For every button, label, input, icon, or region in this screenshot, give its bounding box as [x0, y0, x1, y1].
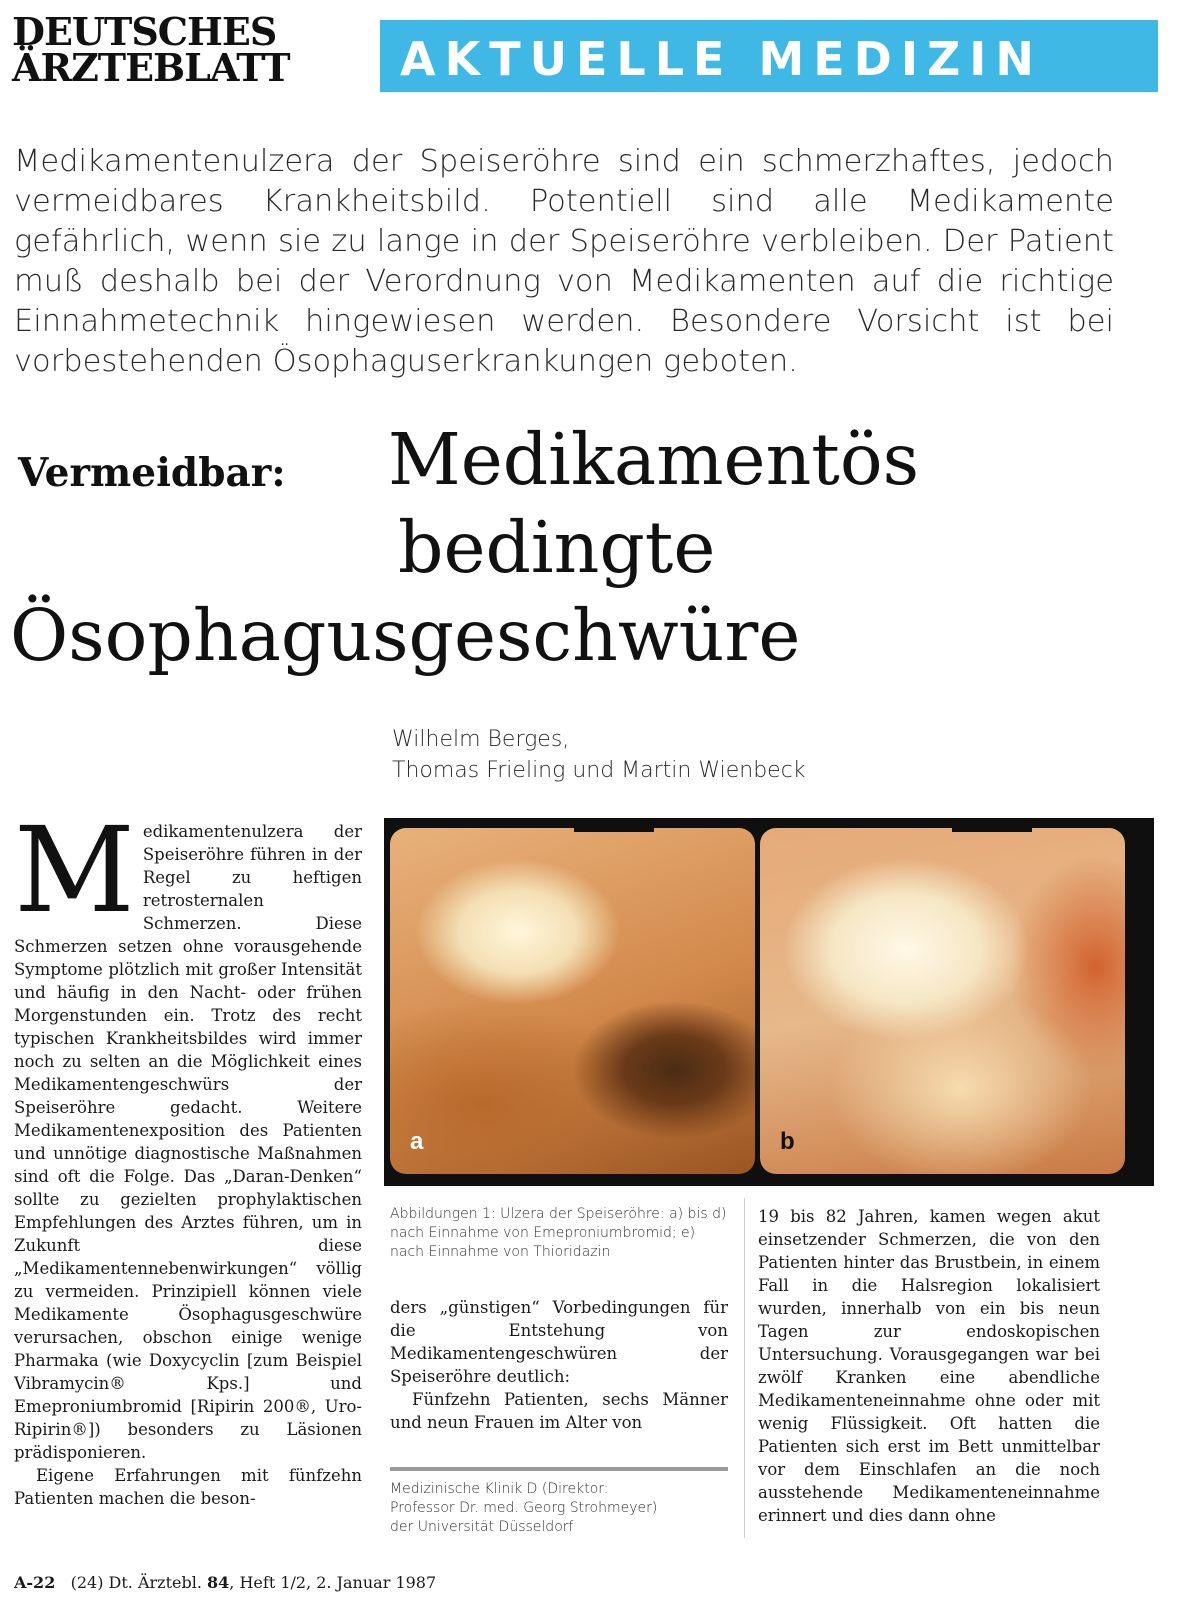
journal-abbrev: Dt. Ärztebl. [108, 1573, 202, 1592]
article-column-3 [758, 1205, 1100, 1527]
image-label-b: b [780, 1128, 795, 1155]
affiliation-line2: Professor Dr. med. Georg Strohmeyer) [390, 1500, 658, 1516]
issue-date: , Heft 1/2, 2. Januar 1987 [229, 1573, 437, 1592]
section-title: AKTUELLE MEDIZIN [400, 32, 1043, 86]
headline-line3: Ösophagusgeschwüre [10, 594, 801, 677]
image-notch-a [574, 818, 654, 832]
image-notch-b [952, 818, 1032, 832]
headline-kicker: Vermeidbar: [18, 450, 286, 496]
journal-volume: 84 [207, 1573, 230, 1592]
section-banner [380, 20, 1158, 92]
column-divider [744, 1198, 745, 1538]
affiliation-line3: der Universität Düsseldorf [390, 1519, 574, 1535]
author-line2: Thomas Frieling und Martin Wienbeck [392, 758, 806, 783]
journal-masthead [12, 9, 357, 90]
headline-line1: Medikamentös [388, 418, 920, 501]
author-line1: Wilhelm Berges, [392, 727, 570, 752]
endoscopy-image-b [760, 828, 1125, 1174]
column1-paragraph2: Eigene Erfahrungen mit fünfzehn Patienten machen die beson- [14, 1466, 362, 1508]
column1-paragraph1: edikamentenulzera der Speiseröhre führen in der Regel zu heftigen retrosternalen Schmerzen. Diese Schmerzen setzen ohne vorausgehende Symptome plötzlich mit großer Intensität und häufig in den Nacht- oder frühen Morgenstunden ein. Trotz des recht typischen Krankheitsbildes wird immer noch zu selten an die Möglichkeit eines Medikamentengeschwürs der Speiseröhre gedacht. Weitere Medikamentenexposition des Patienten und unnötige diagnostische Maßnahmen sind oft die Folge. Das „Daran-Denken“ sollte zu gezielten prophylaktischen Empfehlungen des Arztes führen, um in Zukunft diese „Medikamentennebenwirkungen“ völlig zu vermeiden. Prinzipiell können viele Medikamente Ösophagusgeschwüre verursachen, obschon einige wenige Pharmaka (wie Doxycyclin [zum Beispiel Vibramycin® Kps.] und Emeproniumbromid [Ripirin 200®, Uro-Ripirin®]) besonders zu Läsionen prädisponieren. [14, 822, 362, 1462]
author-affiliation [390, 1480, 730, 1537]
figure-caption: Abbildungen 1: Ulzera der Speiseröhre: a) bis d) nach Einnahme von Emeproniumbromid; e) nach Einnahme von Thioridazin [390, 1206, 727, 1260]
endoscopy-image-a [390, 828, 755, 1174]
page-footer [14, 1573, 436, 1592]
image-label-a: a [410, 1128, 424, 1155]
drop-cap: M [14, 801, 135, 939]
endoscopy-figure [384, 818, 1154, 1186]
article-column-1 [14, 801, 362, 1510]
headline-line2: bedingte [398, 506, 716, 589]
lede-paragraph: Medikamentenulzera der Speiseröhre sind ein schmerzhaftes, jedoch vermeidbares Krankheitsbild. Potentiell sind alle Medikamente gefährlich, wenn sie zu lange in der Speiseröhre verbleiben. Der Patient muß deshalb bei der Verordnung von Medikamenten auf die richtige Einnahmetechnik hingewiesen werden. Besondere Vorsicht ist bei vorbestehenden Ösophaguserkrankungen geboten. [14, 144, 1114, 379]
column2-paragraph2: Fünfzehn Patienten, sechs Männer und neun Frauen im Alter von [390, 1390, 728, 1432]
masthead-line2: ÄRZTEBLATT [12, 45, 290, 90]
author-byline [392, 724, 806, 786]
masthead-line1: DEUTSCHES [12, 9, 277, 54]
affiliation-line1: Medizinische Klinik D (Direktor: [390, 1481, 609, 1497]
column3-paragraph1: 19 bis 82 Jahren, kamen wegen akut einsetzender Schmerzen, die von den Patienten hinter das Brustbein, in einem Fall in die Halsregion lokalisiert wurden, innerhalb von ein bis neun Tagen zur endoskopischen Untersuchung. Vorausgegangen war bei zwölf Kranken eine abendliche Medikamenteneinnahme ohne oder mit wenig Flüssigkeit. Oft hatten die Patienten sich erst im Bett unmittelbar vor dem Einschlafen an die noch ausstehende Medikamenteneinnahme erinnert und dies dann ohne [758, 1207, 1100, 1525]
page-number-inner: (24) [70, 1573, 104, 1592]
article-column-2 [390, 1296, 728, 1434]
affiliation-rule [390, 1467, 728, 1471]
page-number: A-22 [14, 1573, 56, 1592]
column2-paragraph1: ders „günstigen“ Vorbedingungen für die Entstehung von Medikamentengeschwüren der Speiseröhre deutlich: [390, 1298, 728, 1386]
